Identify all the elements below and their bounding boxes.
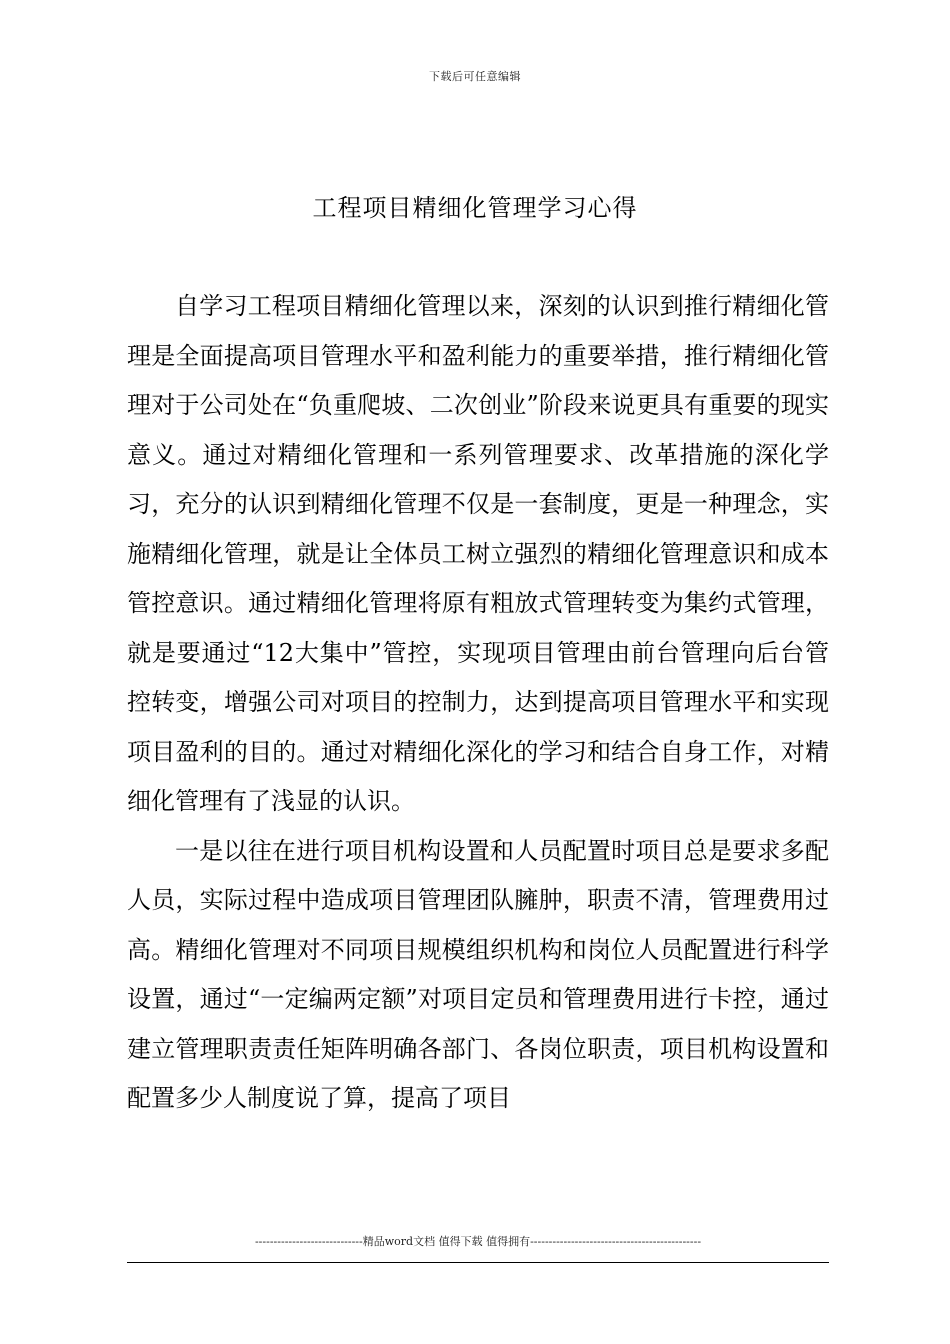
paragraph: 自学习工程项目精细化管理以来，深刻的认识到推行精细化管理是全面提高项目管理水平和盈利能力的重要举措，推行精细化管理对于公司处在“负重爬坡、二次创业”阶段来说更具有重要的现实意义。通过对精细化管理和一系列管理要求、改革措施的深化学习，充分的认识到精细化管理不仅是一套制度，更是一种理念，实施精细化管理，就是让全体员工树立强烈的精细化管理意识和成本管控意识。通过精细化管理将原有粗放式管理转变为集约式管理，就是要通过“12大集中”管控，实现项目管理由前台管理向后台管控转变，增强公司对项目的控制力，达到提高项目管理水平和实现项目盈利的目的。通过对精细化深化的学习和结合自身工作，对精细化管理有了浅显的认识。 — [127, 292, 829, 815]
footer-text: -----------------------------精品word文档 值得下载 值得拥有---------------------------------------------- — [254, 1235, 702, 1248]
header-note: 下载后可任意编辑 — [429, 70, 521, 83]
document-title: 工程项目精细化管理学习心得 — [312, 194, 638, 222]
document-body — [127, 282, 829, 1124]
paragraph: 一是以往在进行项目机构设置和人员配置时项目总是要求多配人员，实际过程中造成项目管理团队臃肿，职责不清，管理费用过高。精细化管理对不同项目规模组织机构和岗位人员配置进行科学设置，通过“一定编两定额”对项目定员和管理费用进行卡控，通过建立管理职责责任矩阵明确各部门、各岗位职责，项目机构设置和配置多少人制度说了算，提高了项目 — [127, 836, 829, 1112]
footer-divider — [127, 1262, 829, 1263]
